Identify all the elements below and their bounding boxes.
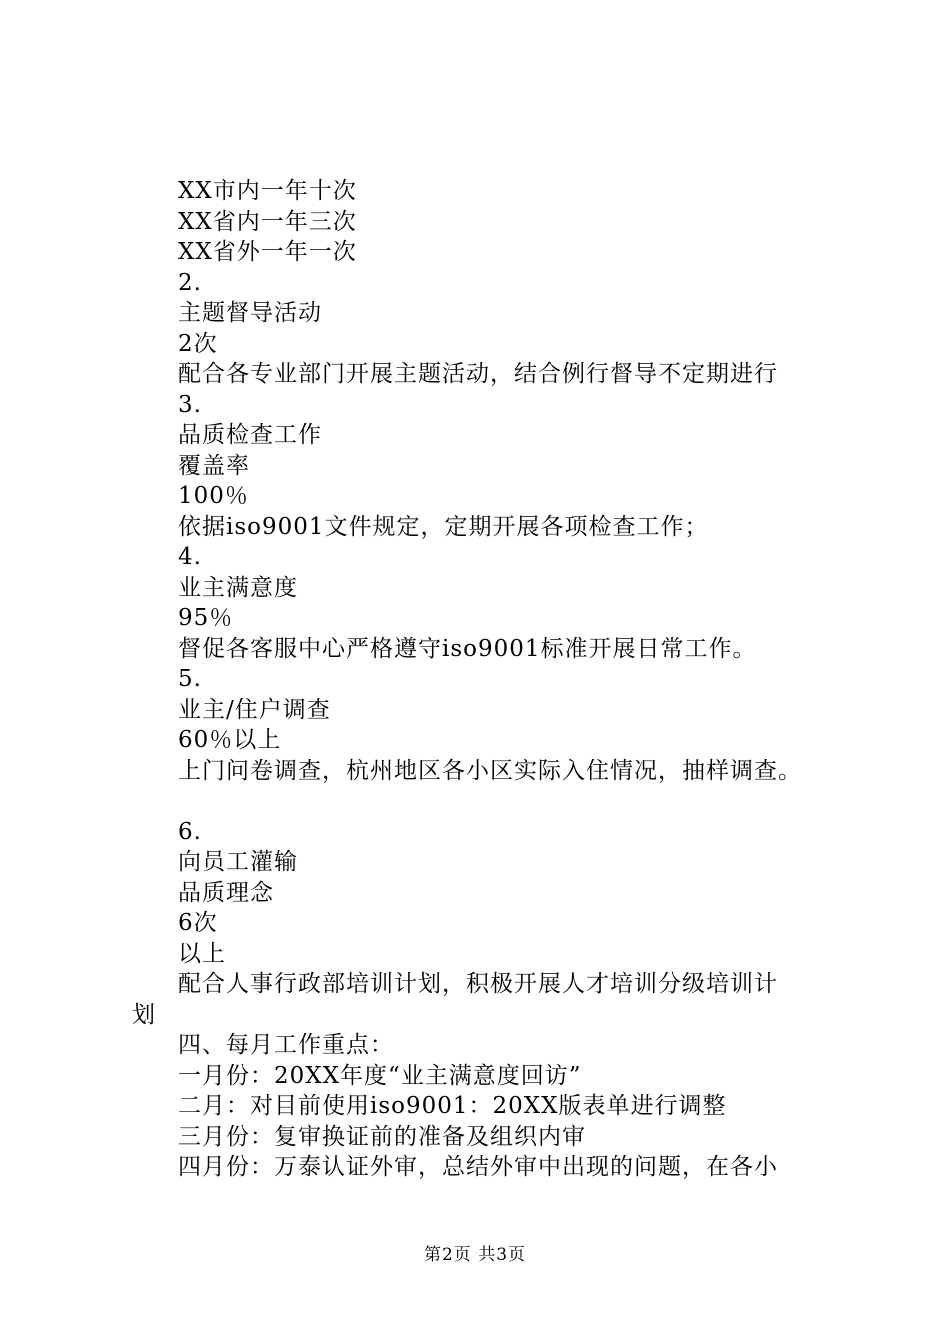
text-line: 品质理念 bbox=[178, 880, 274, 906]
text-line: 品质检查工作 bbox=[178, 422, 322, 448]
text-line: 上门问卷调查，杭州地区各小区实际入住情况，抽样调查。 bbox=[178, 758, 802, 784]
text-line: 业主满意度 bbox=[178, 575, 298, 601]
text-line: 一月份：20XX年度“业主满意度回访” bbox=[178, 1063, 582, 1089]
text-line: 划 bbox=[132, 1002, 156, 1028]
text-line: 以上 bbox=[178, 941, 226, 967]
text-line: 60％以上 bbox=[178, 727, 282, 753]
item-number: 6. bbox=[178, 819, 202, 845]
text-line: XX省内一年三次 bbox=[178, 209, 357, 235]
text-line: 向员工灌输 bbox=[178, 849, 298, 875]
text-line: 二月：对目前使用iso9001：20XX版表单进行调整 bbox=[178, 1093, 727, 1119]
text-line: XX市内一年十次 bbox=[178, 178, 357, 204]
text-line: 依据iso9001文件规定，定期开展各项检查工作； bbox=[178, 514, 709, 540]
text-line: 督促各客服中心严格遵守iso9001标准开展日常工作。 bbox=[178, 636, 757, 662]
text-line: 四月份：万泰认证外审，总结外审中出现的问题，在各小 bbox=[178, 1154, 778, 1180]
text-line: 三月份：复审换证前的准备及组织内审 bbox=[178, 1124, 586, 1150]
text-line: 2次 bbox=[178, 331, 218, 357]
text-line: 业主/住户调查 bbox=[178, 697, 331, 723]
section-heading: 四、每月工作重点： bbox=[178, 1032, 394, 1058]
item-number: 2. bbox=[178, 270, 202, 296]
item-number: 3. bbox=[178, 392, 202, 418]
text-line: 配合人事行政部培训计划，积极开展人才培训分级培训计 bbox=[178, 971, 778, 997]
item-number: 5. bbox=[178, 666, 202, 692]
text-line: 100％ bbox=[178, 483, 249, 509]
text-line: XX省外一年一次 bbox=[178, 239, 357, 265]
text-line: 主题督导活动 bbox=[178, 300, 322, 326]
text-line: 6次 bbox=[178, 910, 218, 936]
page-footer: 第2页 共3页 bbox=[423, 1245, 527, 1265]
text-line: 覆盖率 bbox=[178, 453, 250, 479]
item-number: 4. bbox=[178, 544, 202, 570]
text-line: 95％ bbox=[178, 605, 234, 631]
text-line: 配合各专业部门开展主题活动，结合例行督导不定期进行 bbox=[178, 361, 778, 387]
